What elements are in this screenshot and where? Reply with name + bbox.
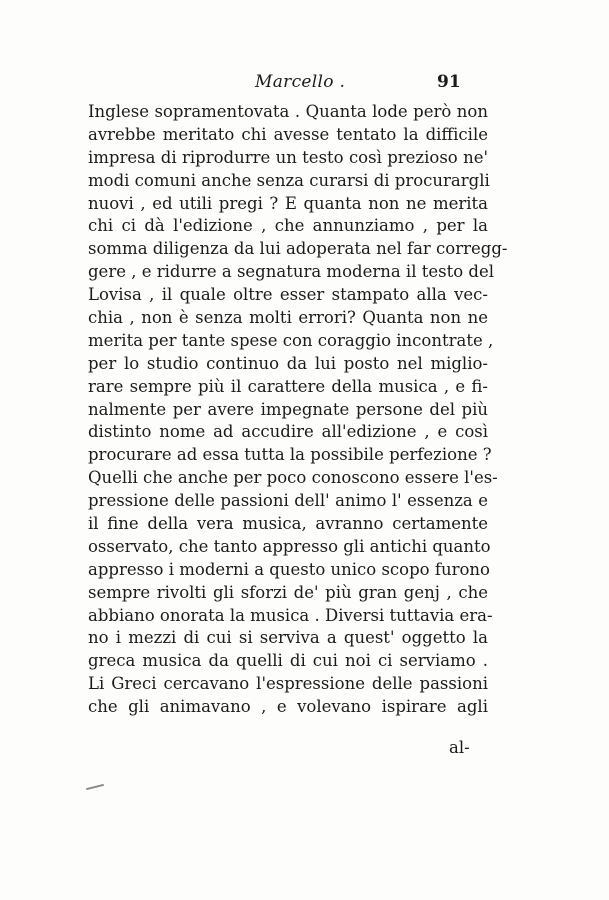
text-line: procurare ad essa tutta la possibile perfezione ? [88,445,492,465]
text-line: appresso i moderni a questo unico scopo furono [88,559,490,579]
text-line: Li Greci cercavano l'espressione delle passioni [88,674,488,694]
text-line: pressione delle passioni dell' animo l' essenza e [88,491,488,511]
body-text [88,101,508,719]
text-line: rare sempre più il carattere della musica , e fi- [88,376,488,396]
text-line: nalmente per avere impegnate persone del più [88,399,488,419]
text-line: impresa di riprodurre un testo così prezioso ne' [88,147,488,167]
text-line: nuovi , ed utili pregi ? E quanta non ne merita [88,193,488,213]
text-line: greca musica da quelli di cui noi ci serviamo . [88,651,488,671]
running-head-title: Marcello . [255,72,346,92]
text-line: per lo studio continuo da lui posto nel miglio- [88,353,488,373]
text-line: merita per tante spese con coraggio incontrate , [88,330,494,350]
text-line: Inglese sopramentovata . Quanta lode però non [88,102,488,121]
running-head [0,72,609,96]
text-line: avrebbe meritato chi avesse tentato la difficile [88,124,488,144]
catchword: al- [449,738,470,757]
text-line: Quelli che anche per poco conoscono essere l'es- [88,468,498,488]
text-line: chia , non è senza molti errori? Quanta non ne [88,308,488,328]
text-line: sempre rivolti gli sforzi de' più gran genj , che [88,582,488,602]
text-line: che gli animavano , e volevano ispirare agli [88,697,488,717]
text-line: Lovisa , il quale oltre esser stampato alla vec- [88,285,488,305]
text-line: abbiano onorata la musica . Diversi tuttavia era- [88,605,493,625]
text-line: modi comuni anche senza curarsi di procurargli [88,170,490,190]
text-line: il fine della vera musica, avranno certamente [88,514,488,534]
text-line: chi ci dà l'edizione , che annunziamo , per la [88,216,488,236]
text-line: distinto nome ad accudire all'edizione , e così [88,422,488,442]
text-line: osservato, che tanto appresso gli antichi quanto [88,536,491,556]
page-number: 91 [437,72,461,92]
text-line: gere , e ridurre a segnatura moderna il testo del [88,262,495,282]
text-line: somma diligenza da lui adoperata nel far corregg- [88,239,508,259]
text-line: no i mezzi di cui si serviva a quest' oggetto la [88,628,488,648]
ink-mark [86,784,104,790]
